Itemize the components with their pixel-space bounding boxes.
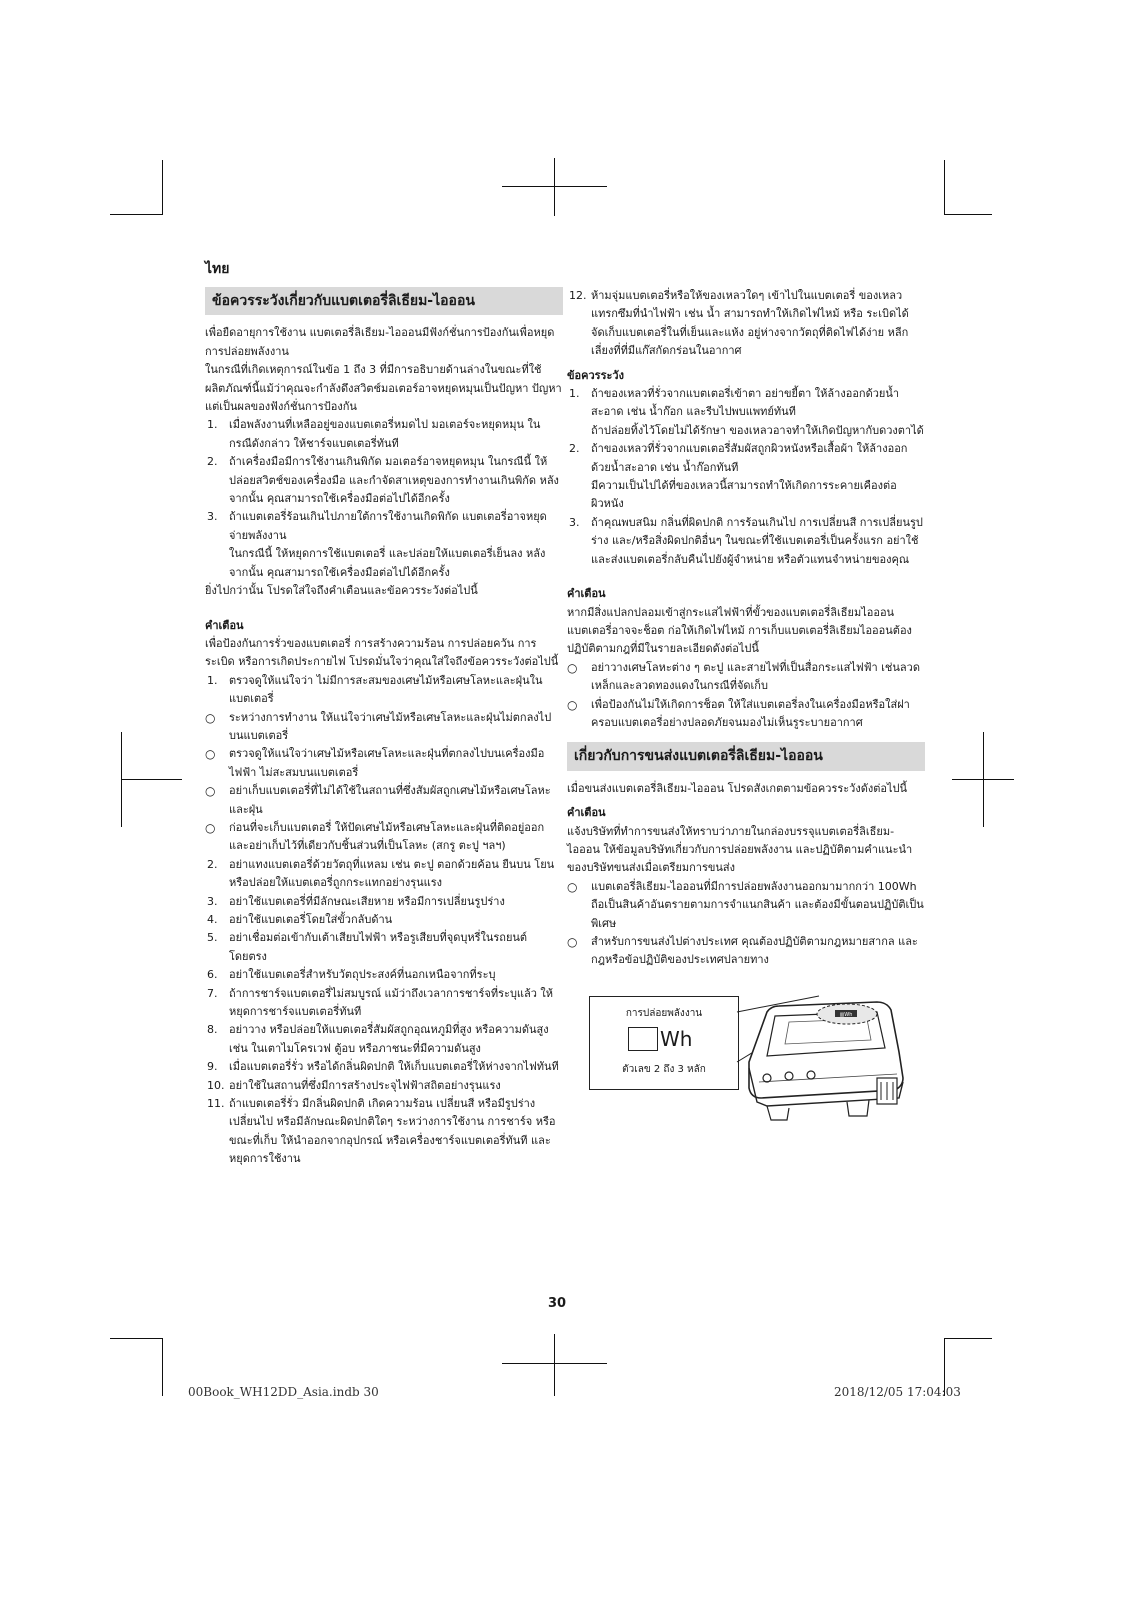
item-text: ห้ามจุ่มแบตเตอรี่หรือให้ของเหลวใดๆ เข้าไปในแบตเตอรี่ ของเหลวแทรกซึมที่นำไฟฟ้า เช่น น้ำ สามารถทำให้เกิดไฟไหม้ หรือ ระเบิดได้ จัดเก็บแบตเตอรี่ในที่เย็นและแห้ง อยู่ห่างจากวัตถุที่ติดไฟได้ง่าย หลีกเลี่ยงที่ที่มีแก๊สกัดกร่อนในอากาศ [591,289,909,358]
list-item [205,1077,563,1095]
item-note: มีความเป็นไปได้ที่ของเหลวนี้สามารถทำให้เกิดการระคายเคืองต่อผิวหนัง [591,479,897,511]
item-number: 3. [207,894,218,908]
item-text: อย่าแทงแบตเตอรี่ด้วยวัตถุที่แหลม เช่น ตะปู ตอกด้วยค้อน ยืนบน โยน หรือปล่อยให้แบตเตอรี่ถูกกระแทกอย่างรุนแรง [229,857,555,890]
footer-datetime: 2018/12/05 17:04:03 [834,1385,961,1399]
list-item [205,893,563,911]
list-item [205,745,563,782]
list-item [205,966,563,984]
list-item [205,1095,563,1169]
item-number: 2. [569,442,580,456]
bullet-circle-icon: ○ [567,879,578,894]
crop-mark [162,1338,163,1396]
bullet-circle-icon: ○ [567,697,578,712]
item-number: 9. [207,1060,218,1074]
item-number: 3. [569,515,580,529]
item-number: 8. [207,1023,218,1037]
list-item [205,1021,563,1058]
list-item [205,856,563,893]
item-text: ระหว่างการทำงาน ให้แน่ใจว่าเศษไม้หรือเศษโลหะและฝุ่นไม่ตกลงไปบนแบตเตอรี่ [229,710,552,742]
item-text: สำหรับการขนส่งไปต่างประเทศ คุณต้องปฏิบัติตามกฎหมายสากล และกฎหรือข้อปฏิบัติของประเทศปลายทาง [591,935,918,967]
label-caption-top: การปล่อยพลังงาน [625,1007,703,1019]
item-text: ถ้าการชาร์จแบตเตอรี่ไม่สมบูรณ์ แม้ว่าถึงเวลาการชาร์จที่ระบุแล้ว ให้หยุดการชาร์จแบตเตอรี่ทันที [229,986,554,1019]
list-item [205,1058,563,1076]
list-item [205,453,563,508]
item-text: อย่าใช้แบตเตอรี่โดยใส่ขั้วกลับด้าน [229,913,393,926]
battery-pack-illustration [727,982,917,1142]
registration-mark [983,732,984,827]
transport-intro: เมื่อขนส่งแบตเตอรี่ลิเธียม-ไอออน โปรดสังเกตตามข้อควรระวังดังต่อไปนี้ [567,781,908,795]
battery-energy-label: ▥Wh [839,1011,853,1018]
intro-paragraph: ในกรณีที่เกิดเหตุการณ์ในข้อ 1 ถึง 3 ที่มีการอธิบายด้านล่างในขณะที่ใช้ผลิตภัณฑ์นี้แม้ว่าคุณจะกำลังดึงสวิตช์มอเตอร์อาจหยุดหมุนเป็นปัญหา ปัญหา แต่เป็นผลของฟังก์ชั่นการป้องกัน [205,363,562,414]
item-number: 11. [207,1097,225,1111]
crop-mark [944,1338,992,1339]
item-number: 3. [207,510,218,524]
energy-label-callout [589,996,739,1090]
list-item [205,985,563,1022]
item-text: อย่าใช้แบตเตอรี่สำหรับวัตถุประสงค์ที่นอกเหนือจากที่ระบุ [229,968,496,982]
item-text: เพื่อป้องกันไม่ให้เกิดการช็อต ให้ใส่แบตเตอรี่ลงในเครื่องมือหรือใส่ฝาครอบแบตเตอรี่อย่างปลอดภัยจนมองไม่เห็นรูระบายอากาศ [591,697,910,729]
caution-heading: ข้อควรระวัง [567,368,624,382]
transport-warning-heading: คำเตือน [567,806,606,820]
footer-filename: 00Book_WH12DD_Asia.indb 30 [188,1385,379,1399]
warning-intro: หากมีสิ่งแปลกปลอมเข้าสู่กระแสไฟฟ้าที่ขั้วของแบตเตอรี่ลิเธียมไอออน แบตเตอรี่อาจจะช็อต ก่อให้เกิดไฟไหม้ การเก็บแบตเตอรี่ลิเธียมไอออนต้องปฏิบัติตามกฎที่มีในรายละเอียดดังต่อไปนี้ [567,605,912,656]
list-item [205,929,563,966]
item-note: ในกรณีนี้ ให้หยุดการใช้แบตเตอรี่ และปล่อยให้แบตเตอรี่เย็นลง หลังจากนั้น คุณสามารถใช้เครื่องมือต่อไปได้อีกครั้ง [229,547,546,579]
page-number: 30 [548,1296,567,1311]
item-text: อย่าเก็บแบตเตอรี่ที่ไม่ได้ใช้ในสถานที่ซึ่งสัมผัสถูกเศษไม้หรือเศษโลหะและฝุ่น [229,784,551,816]
item-text: ถ้าแบตเตอรี่รั่ว มีกลิ่นผิดปกติ เกิดความร้อน เปลี่ยนสี หรือมีรูปร่างเปลี่ยนไป หรือมีลักษณะผิดปกติใดๆ ระหว่างการใช้งาน การชาร์จ หรือขณะที่เก็บ ให้นำออกจากอุปกรณ์ หรือเครื่องชาร์จแบตเตอรี่ทันที และหยุดการใช้งาน [229,1097,556,1166]
list-item [205,416,563,453]
list-item [205,782,563,819]
item-text: อย่าวางเศษโลหะต่าง ๆ ตะปู และสายไฟที่เป็นสื่อกระแสไฟฟ้า เช่นลวดเหล็กและลวดทองแดงในกรณีที่จัดเก็บ [591,660,920,693]
item-number: 6. [207,968,218,982]
bullet-circle-icon: ○ [205,784,216,799]
item-note: ถ้าปล่อยทิ้งไว้โดยไม่ได้รักษา ของเหลวอาจทำให้เกิดปัญหากับดวงตาได้ [591,423,924,437]
list-item [567,385,925,422]
item-number: 2. [207,455,218,469]
section-title-transport: เกี่ยวกับการขนส่งแบตเตอรี่ลิเธียม-ไอออน [567,742,925,770]
item-text: เมื่อแบตเตอรี่รั่ว หรือได้กลิ่นผิดปกติ ให้เก็บแบตเตอรี่ให้ห่างจากไฟทันที [229,1060,559,1074]
crop-mark [110,1338,163,1339]
section-title-li-ion-precautions: ข้อควรระวังเกี่ยวกับแบตเตอรี่ลิเธียม-ไอออน [205,287,563,315]
list-item [567,659,925,696]
list-item [205,672,563,709]
warning-heading: คำเตือน [205,618,244,632]
crop-mark [944,214,992,215]
list-item [567,933,925,970]
item-number: 1. [207,418,218,432]
item-text: ถ้าแบตเตอรี่ร้อนเกินไปภายใต้การใช้งานเกิดพิกัด แบตเตอรี่อาจหยุดจ่ายพลังงาน [229,510,547,542]
bullet-circle-icon: ○ [205,747,216,762]
bullet-circle-icon: ○ [205,820,216,835]
item-number: 1. [569,387,580,401]
label-caption-bottom: ตัวเลข 2 ถึง 3 หลัก [622,1063,706,1075]
digit-box [628,1027,658,1051]
bullet-circle-icon: ○ [567,660,578,675]
crop-mark [162,160,163,215]
closing-paragraph: ยิ่งไปกว่านั้น โปรดใส่ใจถึงคำเตือนและข้อควรระวังต่อไปนี้ [205,584,478,598]
list-item [205,508,563,545]
list-item [205,819,563,856]
registration-mark [554,158,555,216]
list-item [567,696,925,733]
list-item [567,514,925,569]
item-text: เมื่อพลังงานที่เหลืออยู่ของแบตเตอรี่หมดไป มอเตอร์จะหยุดหมุน ในกรณีดังกล่าว ให้ชาร์จแบตเตอรี่ทันที [229,418,541,450]
language-label: ไทย [205,261,230,277]
crop-mark [944,160,945,215]
item-text: อย่าใช้แบตเตอรี่ที่มีลักษณะเสียหาย หรือมีการเปลี่ยนรูปร่าง [229,894,505,908]
list-item [567,287,925,361]
item-number: 2. [207,857,218,871]
item-text: ตรวจดูให้แน่ใจว่า ไม่มีการสะสมของเศษไม้หรือเศษโลหะและฝุ่นในแบตเตอรี่ [229,673,543,706]
item-number: 5. [207,931,218,945]
item-text: อย่าใช้ในสถานที่ซึ่งมีการสร้างประจุไฟฟ้าสถิตอย่างรุนแรง [229,1078,501,1092]
item-text: ถ้าของเหลวที่รั่วจากแบตเตอรี่สัมผัสถูกผิวหนังหรือเสื้อผ้า ให้ล้างออกด้วยน้ำสะอาด เช่น น้ำก๊อกทันที [591,442,908,474]
item-text: แบตเตอรี่ลิเธียม-ไอออนที่มีการปล่อยพลังงานออกมามากกว่า 100Wh ถือเป็นสินค้าอันตรายตามการจำแนกสินค้า และต้องมีขั้นตอนปฏิบัติเป็นพิเศษ [591,879,924,930]
item-text: อย่าเชื่อมต่อเข้ากับเต้าเสียบไฟฟ้า หรือรูเสียบที่จุดบุหรี่ในรถยนต์โดยตรง [229,931,528,963]
item-text: ถ้าคุณพบสนิม กลิ่นที่ผิดปกติ การร้อนเกินไป การเปลี่ยนสี การเปลี่ยนรูปร่าง และ/หรือสิ่งผิดปกติอื่นๆ ในขณะที่ใช้แบตเตอรี่เป็นครั้งแรก อย่าใช้ และส่งแบตเตอรี่กลับคืนไปยังผู้จำหน่าย หรือตัวแทนจำหน่ายของคุณ [591,515,923,566]
right-column [567,287,925,1146]
item-text: อย่าวาง หรือปล่อยให้แบตเตอรี่สัมผัสถูกอุณหภูมิที่สูง หรือความดันสูง เช่น ในเตาไมโครเวฟ ตู้อบ หรือภาชนะที่มีความดันสูง [229,1023,549,1055]
item-text: ถ้าเครื่องมือมีการใช้งานเกินพิกัด มอเตอร์อาจหยุดหมุน ในกรณีนี้ ให้ปล่อยสวิตช์ของเครื่องมือ และกำจัดสาเหตุของการทำงานเกินพิกัด หลังจากนั้น คุณสามารถใช้เครื่องมือต่อไปได้อีกครั้ง [229,455,559,506]
battery-energy-label-figure [567,996,925,1146]
list-item [205,911,563,929]
list-item [205,709,563,746]
bullet-circle-icon: ○ [567,935,578,949]
item-number: 12. [569,289,587,302]
unit-label: Wh [660,1026,693,1051]
item-number: 7. [207,986,218,1000]
warning-heading: คำเตือน [567,587,606,601]
list-item [567,878,925,933]
registration-mark [554,1334,555,1396]
crop-mark [110,214,163,215]
warning-intro: เพื่อป้องกันการรั่วของแบตเตอรี่ การสร้างความร้อน การปล่อยควัน การระเบิด หรือการเกิดประกายไฟ โปรดมั่นใจว่าคุณใส่ใจถึงข้อควรระวังต่อไปนี้ [205,636,559,669]
intro-paragraph: เพื่อยืดอายุการใช้งาน แบตเตอรี่ลิเธียม-ไอออนมีฟังก์ชั่นการป้องกันเพื่อหยุดการปล่อยพลังงาน [205,326,555,358]
item-number: 1. [207,673,218,687]
item-text: ตรวจดูให้แน่ใจว่าเศษไม้หรือเศษโลหะและฝุ่นที่ตกลงไปบนเครื่องมือไฟฟ้า ไม่สะสมบนแบตเตอรี่ [229,747,545,779]
item-text: ก่อนที่จะเก็บแบตเตอรี่ ให้ปัดเศษไม้หรือเศษโลหะและฝุ่นที่ติดอยู่ออก และอย่าเก็บไว้ที่เดียวกับชิ้นส่วนที่เป็นโลหะ (สกรู ตะปู ฯลฯ) [229,820,545,853]
item-number: 4. [207,913,218,926]
registration-mark [121,732,122,827]
transport-warning-intro: แจ้งบริษัทที่ทำการขนส่งให้ทราบว่าภายในกล่องบรรจุแบตเตอรี่ลิเธียม-ไอออน ให้ข้อมูลบริษัทเกี่ยวกับการปล่อยพลังงาน และปฏิบัติตามคำแนะนำของบริษัทขนส่งเมื่อเตรียมการขนส่ง [567,824,913,875]
bullet-circle-icon: ○ [205,710,216,725]
registration-mark [122,779,182,780]
item-text: ถ้าของเหลวที่รั่วจากแบตเตอรี่เข้าตา อย่าขยี้ตา ให้ล้างออกด้วยน้ำสะอาด เช่น น้ำก๊อก และรีบไปพบแพทย์ทันที [591,387,900,419]
list-item [567,440,925,477]
item-number: 10. [207,1078,225,1092]
left-column [205,287,563,1169]
